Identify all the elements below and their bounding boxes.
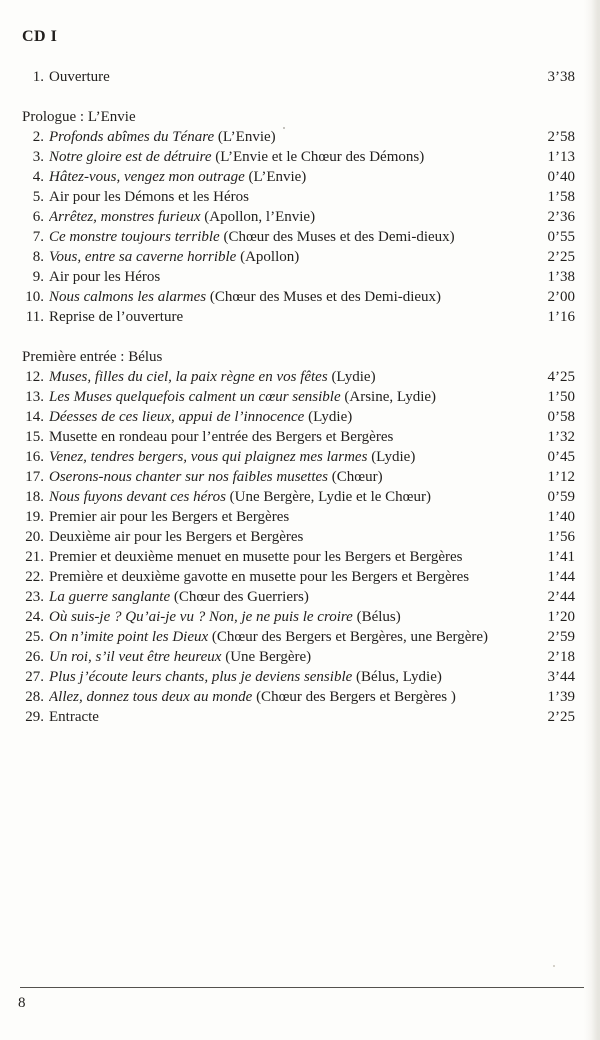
track-number: 17. [25, 469, 44, 485]
section-tracks [20, 127, 575, 327]
track-row [20, 387, 575, 407]
track-row [20, 407, 575, 427]
track-title [49, 447, 529, 467]
track-title [49, 427, 529, 447]
track-number: 26. [25, 649, 44, 665]
track-title-text: Venez, tendres bergers, vous qui plaignez mes larmes [49, 449, 368, 465]
track-duration: 1’40 [547, 509, 575, 525]
track-list [20, 67, 575, 727]
track-number: 25. [25, 629, 44, 645]
track-duration: 1’16 [547, 309, 575, 325]
track-number: 28. [25, 689, 44, 705]
track-duration: 2’00 [547, 289, 575, 305]
track-performers: (Chœur des Muses et des Demi-dieux) [219, 229, 455, 245]
track-title [49, 147, 529, 167]
track-number: 15. [25, 429, 44, 445]
track-title [49, 127, 529, 147]
track-performers: (L’Envie et le Chœur des Démons) [211, 149, 425, 165]
track-title-text: Allez, donnez tous deux au monde [49, 689, 253, 705]
track-number: 12. [25, 369, 44, 385]
track-title-text: Premier et deuxième menuet en musette pour les Bergers et Bergères [49, 549, 463, 565]
track-performers: (Lydie) [327, 369, 376, 385]
track-number: 21. [25, 549, 44, 565]
track-title-text: Déesses de ces lieux, appui de l’innocence [49, 409, 305, 425]
track-title [49, 527, 529, 547]
track-duration: 1’13 [547, 149, 575, 165]
track-number: 19. [25, 509, 44, 525]
track-duration: 3’38 [547, 69, 575, 85]
track-row [20, 687, 575, 707]
section-heading: Première entrée : Bélus [22, 349, 163, 365]
track-title-text: Ouverture [49, 69, 110, 85]
track-duration: 1’56 [547, 529, 575, 545]
track-performers: (Chœur) [328, 469, 383, 485]
track-number: 5. [32, 189, 44, 205]
track-title-text: Musette en rondeau pour l’entrée des Bergers et Bergères [49, 429, 394, 445]
track-duration: 1’41 [547, 549, 575, 565]
track-title-text: Première et deuxième gavotte en musette pour les Bergers et Bergères [49, 569, 470, 585]
track-row [20, 627, 575, 647]
track-number: 3. [32, 149, 44, 165]
track-title-text: Air pour les Héros [49, 269, 161, 285]
track-title [49, 247, 529, 267]
track-title-text: Arrêtez, monstres furieux [49, 209, 201, 225]
track-row [20, 487, 575, 507]
track-number: 29. [25, 709, 44, 725]
track-duration: 0’40 [547, 169, 575, 185]
track-title [49, 307, 529, 327]
track-performers: (Apollon) [236, 249, 300, 265]
track-number: 2. [32, 129, 44, 145]
track-duration: 1’50 [547, 389, 575, 405]
track-performers: (Chœur des Guerriers) [170, 589, 309, 605]
track-duration: 0’55 [547, 229, 575, 245]
track-duration: 2’44 [547, 589, 575, 605]
track-title [49, 227, 529, 247]
track-title-text: Les Muses quelquefois calment un cœur sensible [49, 389, 341, 405]
track-section [20, 67, 575, 87]
track-number: 18. [25, 489, 44, 505]
track-duration: 2’18 [547, 649, 575, 665]
track-number: 9. [32, 269, 44, 285]
track-row [20, 427, 575, 447]
track-title-text: Hâtez-vous, vengez mon outrage [49, 169, 245, 185]
track-section [20, 107, 575, 327]
track-performers: (Lydie) [304, 409, 353, 425]
track-title-text: Air pour les Démons et les Héros [49, 189, 249, 205]
track-row [20, 127, 575, 147]
scan-speck [283, 127, 285, 129]
track-number: 23. [25, 589, 44, 605]
track-title-text: Où suis-je ? Qu’ai-je vu ? Non, je ne puis le croire [49, 609, 353, 625]
track-performers: (Bélus) [352, 609, 401, 625]
scan-speck [553, 965, 555, 967]
track-duration: 1’12 [547, 469, 575, 485]
track-row [20, 367, 575, 387]
track-duration: 0’59 [547, 489, 575, 505]
track-duration: 1’32 [547, 429, 575, 445]
track-number: 10. [25, 289, 44, 305]
track-duration: 1’39 [547, 689, 575, 705]
track-title [49, 627, 529, 647]
track-number: 13. [25, 389, 44, 405]
track-title [49, 687, 529, 707]
track-duration: 2’58 [547, 129, 575, 145]
track-duration: 0’45 [547, 449, 575, 465]
track-row [20, 147, 575, 167]
track-title-text: Plus j’écoute leurs chants, plus je deviens sensible [49, 669, 353, 685]
track-row [20, 307, 575, 327]
track-title-text: Un roi, s’il veut être heureux [49, 649, 222, 665]
track-title [49, 367, 529, 387]
track-number: 24. [25, 609, 44, 625]
track-row [20, 607, 575, 627]
track-duration: 3’44 [547, 669, 575, 685]
track-row [20, 447, 575, 467]
track-title [49, 67, 529, 87]
track-title-text: On n’imite point les Dieux [49, 629, 209, 645]
track-row [20, 187, 575, 207]
track-title-text: Oserons-nous chanter sur nos faibles musettes [49, 469, 329, 485]
track-performers: (Une Bergère, Lydie et le Chœur) [225, 489, 431, 505]
track-title [49, 707, 529, 727]
track-performers: (L’Envie) [214, 129, 276, 145]
track-title [49, 507, 529, 527]
track-title-text: Notre gloire est de détruire [49, 149, 212, 165]
track-title [49, 607, 529, 627]
track-title [49, 567, 529, 587]
track-row [20, 247, 575, 267]
section-heading: Prologue : L’Envie [22, 109, 136, 125]
track-title [49, 647, 529, 667]
track-duration: 0’58 [547, 409, 575, 425]
track-row [20, 507, 575, 527]
track-duration: 1’44 [547, 569, 575, 585]
track-title-text: La guerre sanglante [49, 589, 171, 605]
track-performers: (Lydie) [367, 449, 416, 465]
track-duration: 2’25 [547, 249, 575, 265]
track-row [20, 167, 575, 187]
track-number: 20. [25, 529, 44, 545]
track-number: 22. [25, 569, 44, 585]
track-title-text: Ce monstre toujours terrible [49, 229, 220, 245]
track-number: 14. [25, 409, 44, 425]
track-row [20, 207, 575, 227]
track-title-text: Profonds abîmes du Ténare [49, 129, 215, 145]
track-row [20, 227, 575, 247]
track-performers: (Chœur des Muses et des Demi-dieux) [206, 289, 442, 305]
track-title-text: Vous, entre sa caverne horrible [49, 249, 237, 265]
track-title [49, 267, 529, 287]
track-number: 8. [32, 249, 44, 265]
track-title [49, 207, 529, 227]
track-title-text: Reprise de l’ouverture [49, 309, 184, 325]
track-duration: 2’36 [547, 209, 575, 225]
track-number: 4. [32, 169, 44, 185]
track-row [20, 287, 575, 307]
track-performers: (L’Envie) [244, 169, 307, 185]
track-title-text: Muses, filles du ciel, la paix règne en vos fêtes [49, 369, 328, 385]
track-duration: 1’20 [547, 609, 575, 625]
track-title-text: Nous calmons les alarmes [49, 289, 207, 305]
track-title [49, 187, 529, 207]
footer-rule [20, 987, 584, 988]
track-duration: 4’25 [547, 369, 575, 385]
track-number: 7. [32, 229, 44, 245]
track-duration: 1’58 [547, 189, 575, 205]
track-number: 11. [25, 309, 44, 325]
page-number: 8 [18, 995, 26, 1011]
track-title [49, 387, 529, 407]
track-performers: (Chœur des Bergers et Bergères ) [252, 689, 456, 705]
track-title [49, 547, 529, 567]
track-title [49, 167, 529, 187]
track-performers: (Bélus, Lydie) [352, 669, 442, 685]
track-performers: (Apollon, l’Envie) [200, 209, 316, 225]
track-row [20, 67, 575, 87]
track-title [49, 667, 529, 687]
track-performers: (Une Bergère) [221, 649, 312, 665]
track-performers: (Chœur des Bergers et Bergères, une Bergère) [208, 629, 489, 645]
track-row [20, 707, 575, 727]
section-tracks [20, 67, 575, 87]
track-performers: (Arsine, Lydie) [340, 389, 437, 405]
page-edge-shadow [584, 0, 600, 1040]
section-tracks [20, 367, 575, 727]
track-duration: 2’25 [547, 709, 575, 725]
track-number: 1. [32, 69, 44, 85]
track-row [20, 267, 575, 287]
track-number: 6. [32, 209, 44, 225]
track-row [20, 467, 575, 487]
track-row [20, 667, 575, 687]
track-row [20, 527, 575, 547]
track-title-text: Deuxième air pour les Bergers et Bergères [49, 529, 304, 545]
track-title-text: Nous fuyons devant ces héros [49, 489, 226, 505]
track-row [20, 587, 575, 607]
track-number: 27. [25, 669, 44, 685]
track-title-text: Premier air pour les Bergers et Bergères [49, 509, 290, 525]
track-title [49, 467, 529, 487]
track-title [49, 587, 529, 607]
track-row [20, 547, 575, 567]
track-row [20, 567, 575, 587]
cd-title: CD I [22, 28, 58, 45]
track-title [49, 487, 529, 507]
track-title-text: Entracte [49, 709, 99, 725]
track-duration: 1’38 [547, 269, 575, 285]
track-row [20, 647, 575, 667]
track-duration: 2’59 [547, 629, 575, 645]
track-title [49, 407, 529, 427]
track-title [49, 287, 529, 307]
track-section [20, 347, 575, 727]
track-number: 16. [25, 449, 44, 465]
